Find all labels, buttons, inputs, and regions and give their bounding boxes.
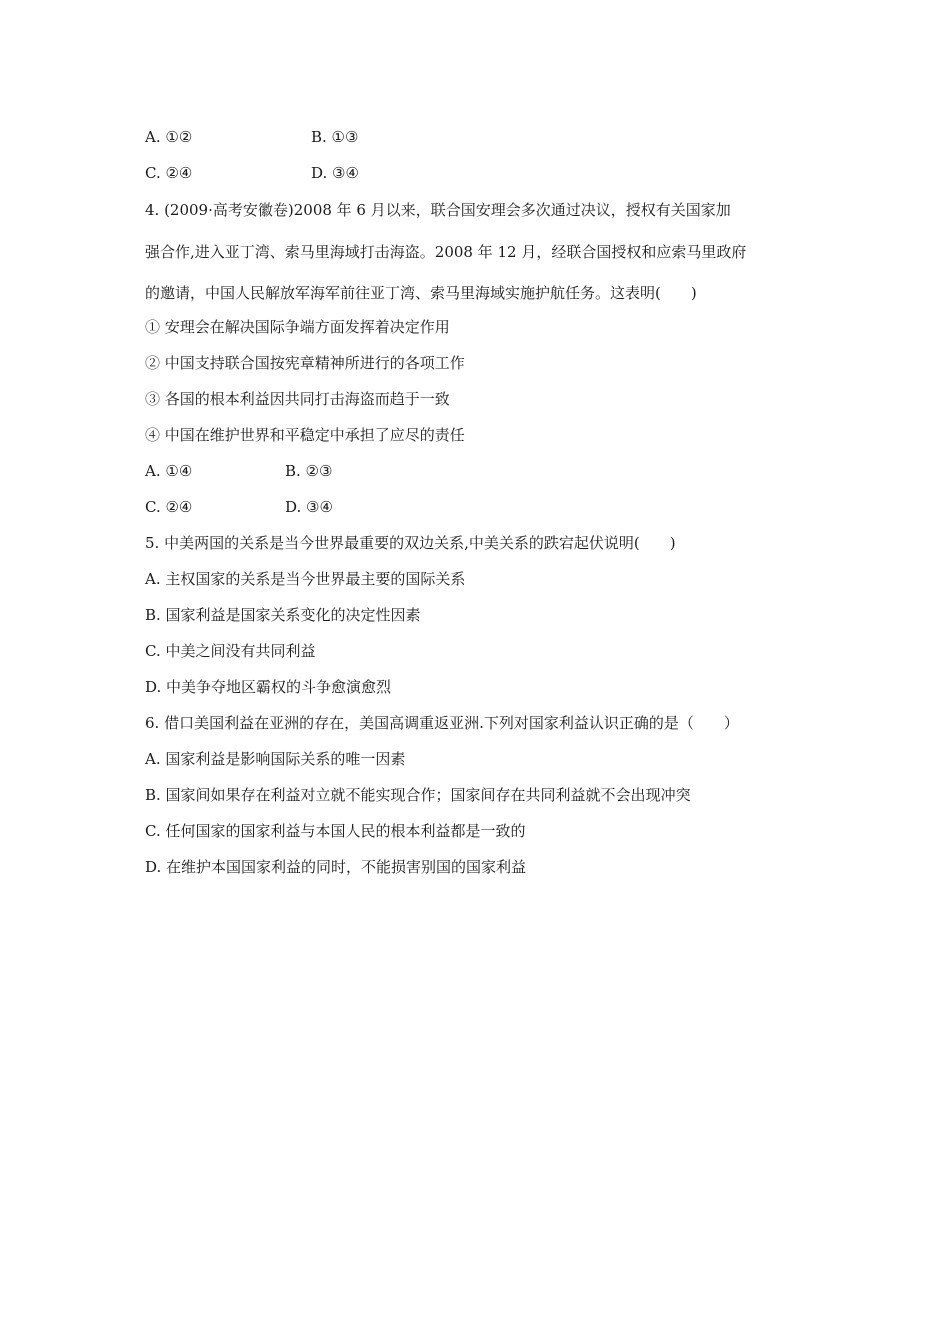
q3-option-c: C. ②④ — [145, 164, 193, 182]
q5-option-c: C. 中美之间没有共同利益 — [145, 642, 316, 660]
q4-option-c: C. ②④ — [145, 498, 193, 516]
q4-item-4: ④ 中国在维护世界和平稳定中承担了应尽的责任 — [145, 426, 465, 444]
q3-option-d: D. ③④ — [311, 164, 359, 182]
q4-stem-line-2: 强合作,进入亚丁湾、索马里海域打击海盗。2008 年 12 月，经联合国授权和应索马里政府 — [145, 243, 747, 261]
q3-option-a: A. ①② — [145, 128, 193, 146]
q4-stem-line-1: 4. (2009·高考安徽卷)2008 年 6 月以来，联合国安理会多次通过决议，授权有关国家加 — [145, 201, 731, 219]
q4-option-a: A. ①④ — [145, 462, 193, 480]
q4-option-b: B. ②③ — [285, 462, 333, 480]
q6-option-a: A. 国家利益是影响国际关系的唯一因素 — [145, 750, 406, 768]
q4-item-1: ① 安理会在解决国际争端方面发挥着决定作用 — [145, 318, 450, 336]
q4-option-d: D. ③④ — [285, 498, 333, 516]
q4-stem-line-3: 的邀请，中国人民解放军海军前往亚丁湾、索马里海域实施护航任务。这表明( ) — [145, 284, 697, 302]
q4-item-3: ③ 各国的根本利益因共同打击海盗而趋于一致 — [145, 390, 450, 408]
q3-option-b: B. ①③ — [311, 128, 359, 146]
q6-option-d: D. 在维护本国国家利益的同时，不能损害别国的国家利益 — [145, 858, 527, 876]
q5-stem: 5. 中美两国的关系是当今世界最重要的双边关系,中美关系的跌宕起伏说明( ) — [145, 534, 676, 552]
q5-option-b: B. 国家利益是国家关系变化的决定性因素 — [145, 606, 421, 624]
q6-stem: 6. 借口美国利益在亚洲的存在，美国高调重返亚洲.下列对国家利益认识正确的是（ ） — [145, 714, 739, 732]
q6-option-b: B. 国家间如果存在利益对立就不能实现合作；国家间存在共同利益就不会出现冲突 — [145, 786, 691, 804]
q5-option-a: A. 主权国家的关系是当今世界最主要的国际关系 — [145, 570, 466, 588]
q6-option-c: C. 任何国家的国家利益与本国人民的根本利益都是一致的 — [145, 822, 526, 840]
q4-item-2: ② 中国支持联合国按宪章精神所进行的各项工作 — [145, 354, 465, 372]
q5-option-d: D. 中美争夺地区霸权的斗争愈演愈烈 — [145, 678, 392, 696]
